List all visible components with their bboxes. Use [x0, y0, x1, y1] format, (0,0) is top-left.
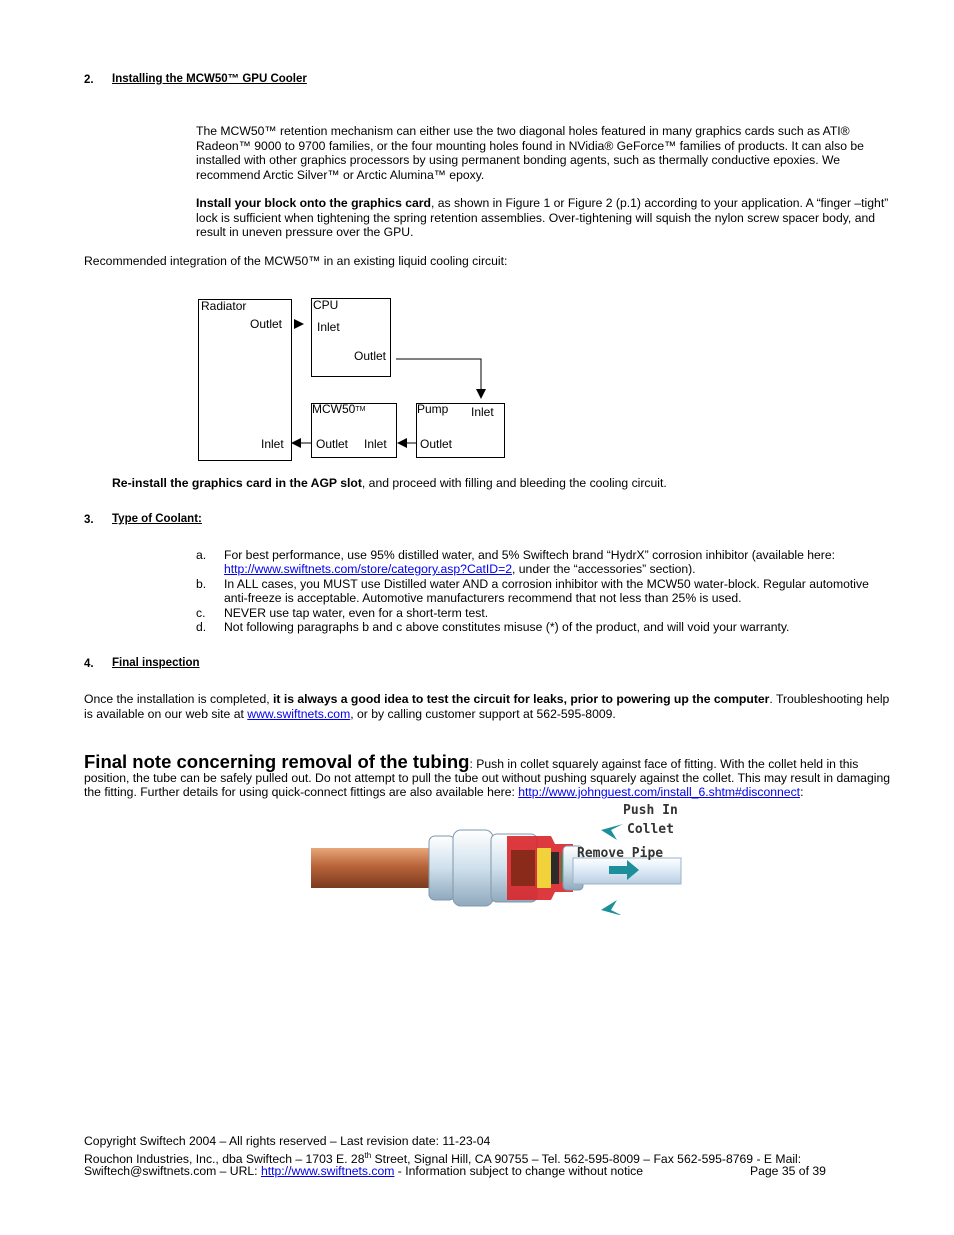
- paragraph-text: Once the installation is completed,: [84, 692, 274, 706]
- paragraph-line: Radeon™ 9000 to 9700 families, or the four mounting holes found in NVidia® GeForce™ families of products. It can also be: [196, 138, 864, 153]
- mcw50-name: MCW50: [312, 402, 356, 416]
- list-item-text: [224, 562, 696, 577]
- paragraph-text: : Push in collet squarely against face of fitting. With the collet held in this: [469, 757, 859, 771]
- emphasis-text: it is always a good idea to test the circuit for leaks, prior to powering up the computer: [273, 692, 770, 706]
- footer-url-link[interactable]: http://www.swiftnets.com: [260, 1164, 395, 1178]
- section-number: 3.: [84, 514, 94, 526]
- radiator-inlet-label: Inlet: [261, 437, 284, 451]
- final-note-line: [84, 785, 803, 800]
- cpu-outlet-label: Outlet: [354, 349, 387, 363]
- emphasis-text: Re-install the graphics card in the AGP slot: [112, 476, 362, 490]
- pump-inlet-label: Inlet: [471, 405, 494, 419]
- final-note-line: position, the tube can be safely pulled out. Do not attempt to pull the tube out without pushing squarely against the collet. This may result in damaging: [84, 771, 890, 785]
- recommended-integration-text: Recommended integration of the MCW50™ in an existing liquid cooling circuit:: [84, 254, 508, 268]
- footer-text: Swiftech@swiftnets.com – URL:: [84, 1164, 261, 1178]
- arrow-cpu-to-pump: [476, 389, 486, 399]
- fitting-illustration: [311, 800, 691, 915]
- cpu-label: CPU: [313, 298, 339, 312]
- section-title: Final inspection: [112, 657, 200, 669]
- list-item-text: For best performance, use 95% distilled water, and 5% Swiftech brand “HydrX” corrosion inhibitor (available here:: [224, 548, 836, 562]
- reinstall-text: [112, 476, 667, 491]
- footer-text: Rouchon Industries, Inc., dba Swiftech – 1703 E. 28: [84, 1152, 365, 1167]
- list-letter: a.: [196, 548, 207, 562]
- paragraph-line: The MCW50™ retention mechanism can either use the two diagonal holes featured in many graphics cards such as ATI®: [196, 124, 850, 138]
- push-in-label: Push In: [623, 803, 678, 818]
- section-title: Installing the MCW50™ GPU Cooler: [112, 73, 307, 85]
- ordinal-suffix: th: [364, 1151, 372, 1160]
- list-item-text: Not following paragraphs b and c above constitutes misuse (*) of the product, and will void your warranty.: [224, 620, 790, 634]
- paragraph-text: , or by calling customer support at 562-595-8009.: [350, 707, 616, 721]
- list-letter: c.: [196, 606, 206, 620]
- flow-arrows: [0, 0, 954, 500]
- radiator-outlet-label: Outlet: [250, 317, 283, 331]
- footer-contact: [84, 1164, 643, 1179]
- page-number: Page 35 of 39: [750, 1164, 826, 1178]
- pump-label: Pump: [417, 402, 449, 416]
- list-letter: b.: [196, 577, 207, 591]
- mcw50-inlet-label: Inlet: [364, 437, 387, 451]
- arrow-mcw50-to-radiator: [291, 438, 301, 448]
- final-note-heading: Final note concerning removal of the tubing: [84, 751, 470, 772]
- johnguest-link[interactable]: http://www.johnguest.com/install_6.shtm#disconnect: [518, 785, 801, 799]
- section-title: Type of Coolant:: [112, 513, 202, 525]
- cpu-inlet-label: Inlet: [317, 320, 340, 334]
- paragraph-line: installed with other graphics processors by using permanent bonding agents, such as thermally conductive epoxies. We: [196, 153, 841, 167]
- final-inspection-line: [84, 707, 616, 722]
- footer-copyright: Copyright Swiftech 2004 – All rights reserved – Last revision date: 11-23-04: [84, 1134, 491, 1148]
- mcw50-outlet-label: Outlet: [316, 437, 349, 451]
- list-letter: d.: [196, 620, 207, 634]
- list-item-text: In ALL cases, you MUST use Distilled water AND a corrosion inhibitor with the MCW50 water-block. Regular automotive: [224, 577, 869, 591]
- final-inspection-line: [84, 692, 889, 707]
- paragraph-text: . Troubleshooting help: [769, 692, 890, 706]
- list-item-text: anti-freeze is acceptable. Automotive manufacturers recommend that not less than 25% is used.: [224, 591, 742, 605]
- paragraph-text: is available on our web site at: [84, 707, 248, 721]
- trademark-mark: TM: [355, 406, 366, 413]
- pump-outlet-label: Outlet: [420, 437, 453, 451]
- swiftnets-link[interactable]: www.swiftnets.com: [247, 707, 351, 721]
- paragraph-text: , as shown in Figure 1 or Figure 2 (p.1) according to your application. A “finger –tight”: [431, 196, 889, 210]
- paragraph-text: :: [800, 785, 804, 799]
- hydrx-store-link[interactable]: http://www.swiftnets.com/store/category.asp?CatID=2: [224, 562, 512, 576]
- list-item-text: NEVER use tap water, even for a short-term test.: [224, 606, 489, 620]
- section-number: 4.: [84, 658, 94, 670]
- paragraph-text: , and proceed with filling and bleeding the cooling circuit.: [361, 476, 667, 490]
- arrow-pump-to-mcw50: [397, 438, 407, 448]
- footer-text: - Information subject to change without notice: [394, 1164, 644, 1178]
- collet-label: Collet: [627, 822, 674, 837]
- paragraph-line: result in uneven pressure over the GPU.: [196, 225, 414, 239]
- section-number: 2.: [84, 74, 94, 86]
- paragraph-line: recommend Arctic Silver™ or Arctic Alumina™ epoxy.: [196, 167, 485, 182]
- section-3-heading: [84, 512, 202, 528]
- paragraph-line: lock is sufficient when tightening the spring retention assemblies. Over-tightening will squish the nylon screw spacer body, and: [196, 210, 876, 225]
- paragraph-text: the fitting. Further details for using quick-connect fittings are also available here:: [84, 785, 519, 799]
- radiator-label: Radiator: [201, 299, 247, 313]
- emphasis-text: Install your block onto the graphics card: [196, 196, 431, 210]
- section-4-heading: [84, 656, 200, 672]
- footer-text: Street, Signal Hill, CA 90755 – Tel. 562-595-8009 – Fax 562-595-8769 - E Mail:: [371, 1152, 802, 1167]
- list-item-rest: , under the “accessories” section).: [512, 562, 696, 576]
- pipe-cpu-to-pump: [396, 359, 481, 393]
- remove-pipe-label: Remove Pipe: [577, 846, 664, 861]
- arrow-radiator-to-cpu: [294, 319, 304, 329]
